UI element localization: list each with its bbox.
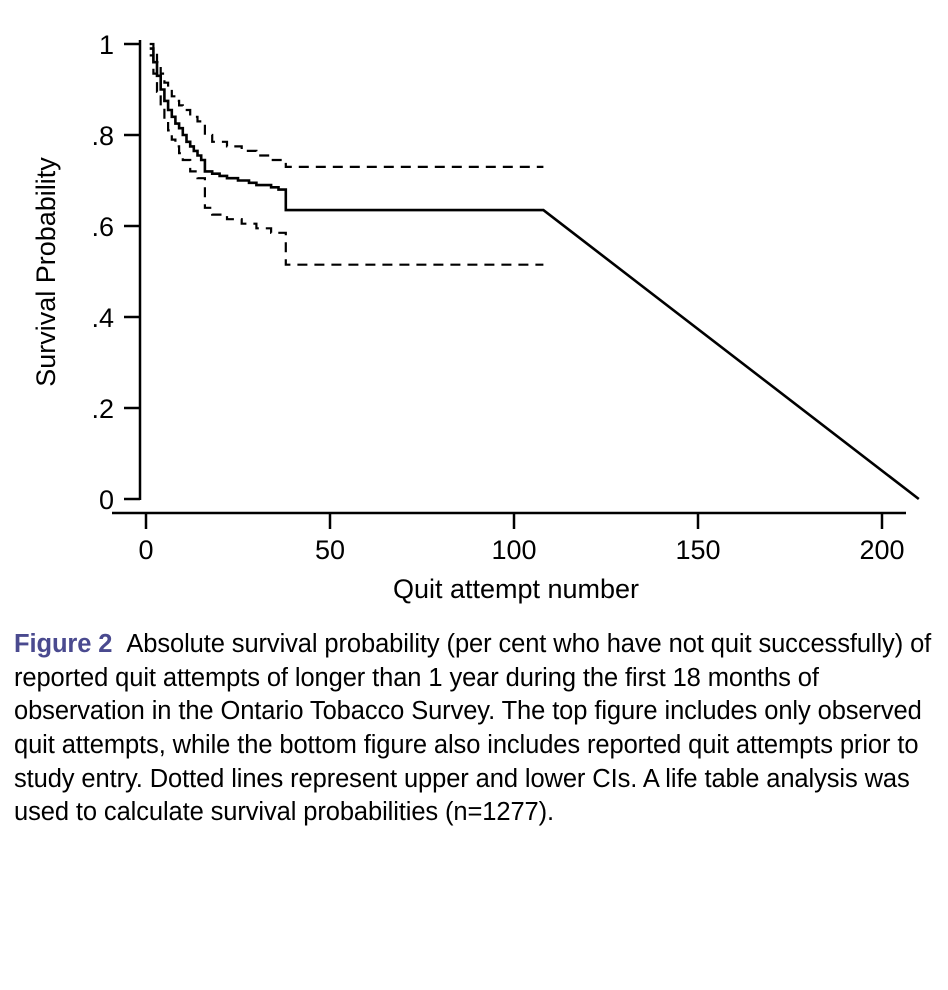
y-tick-label: .4 — [91, 303, 114, 333]
x-tick-label: 0 — [138, 535, 154, 565]
survival-curve — [150, 49, 919, 499]
y-ticks — [124, 44, 140, 499]
figure-caption-label: Figure 2 — [14, 630, 113, 658]
y-tick-label: .6 — [91, 212, 114, 242]
x-tick-label: 100 — [491, 535, 537, 565]
figure-caption — [14, 628, 934, 830]
plot-axes — [112, 40, 906, 513]
y-tick-label: .8 — [91, 121, 114, 151]
x-tick-label: 50 — [314, 535, 346, 565]
x-tick-labels — [138, 535, 904, 565]
y-axis-title: Survival Probability — [31, 157, 61, 387]
lower-ci-curve — [150, 55, 544, 264]
upper-ci-curve — [150, 44, 544, 167]
y-tick-label: 0 — [98, 485, 114, 515]
y-tick-label: 1 — [98, 30, 114, 60]
x-axis-title: Quit attempt number — [392, 574, 640, 604]
data-curves — [150, 44, 919, 499]
y-tick-label: .2 — [91, 394, 114, 424]
x-tick-label: 150 — [675, 535, 721, 565]
y-tick-labels — [91, 30, 114, 515]
x-ticks — [146, 513, 882, 529]
figure-caption-text: Absolute survival probability (per cent who have not quit successfully) of reported quit attempts of longer than 1 year during the first 18 months of observation in the Ontario Tobacco Survey. The top figure includes only observed quit attempts, while the bottom figure also includes reported quit attempts prior to study entry. Dotted lines represent upper and lower CIs. A life table analysis was used to calculate survival probabilities (n=1277). — [14, 630, 932, 827]
x-tick-label: 200 — [859, 535, 905, 565]
